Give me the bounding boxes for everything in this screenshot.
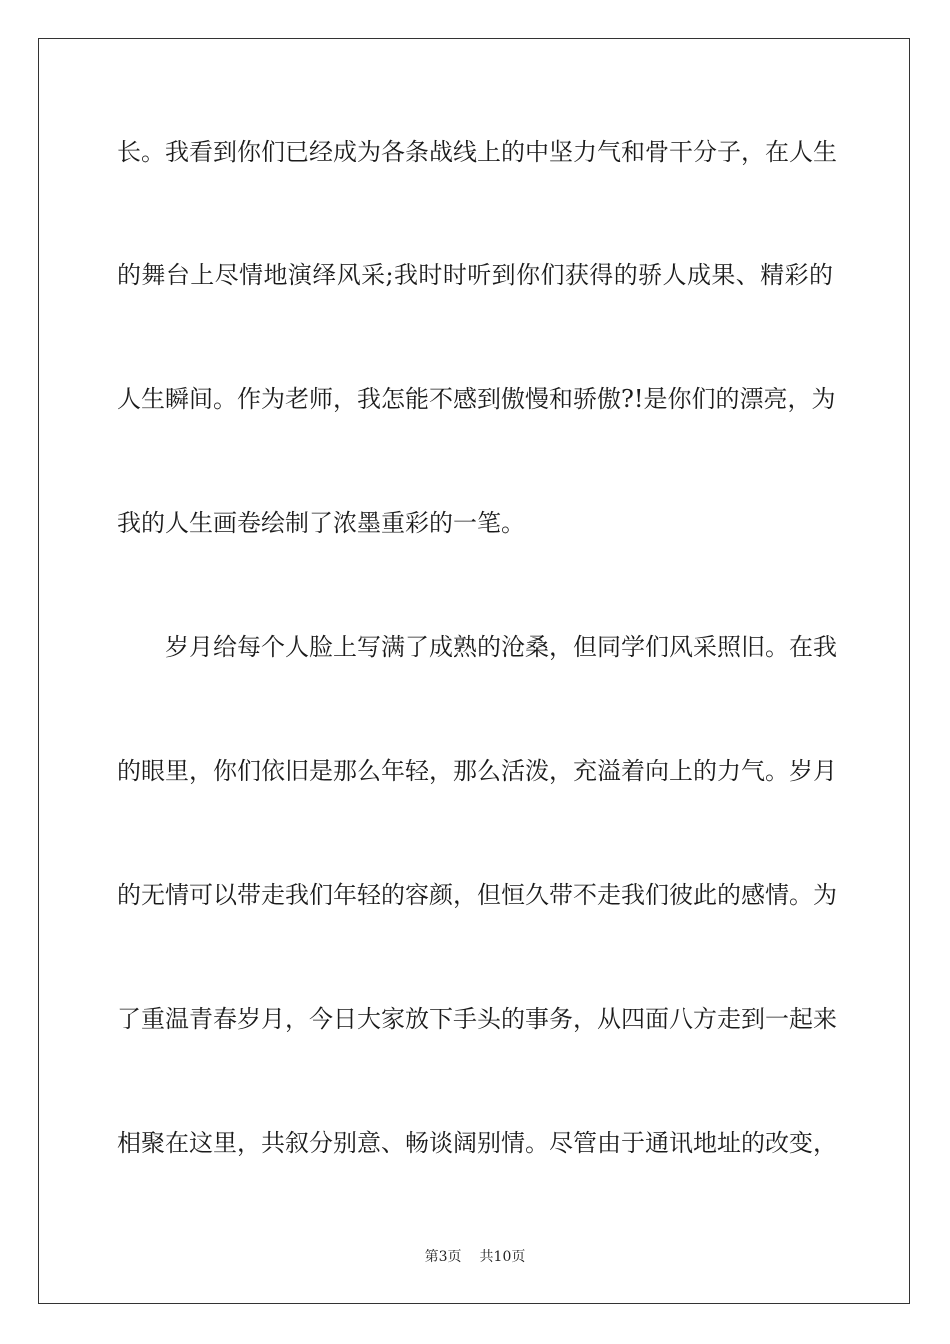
- page-number: 第3页: [424, 1249, 462, 1265]
- body-text-line-3: 人生瞬间。作为老师，我怎能不感到傲慢和骄傲?!是你们的漂亮，为: [117, 385, 836, 413]
- body-text-line-8: 了重温青春岁月，今日大家放下手头的事务，从四面八方走到一起来: [117, 1005, 837, 1033]
- page-total: 共10页: [479, 1249, 526, 1265]
- body-text-line-2: 的舞台上尽情地演绎风采;我时时听到你们获得的骄人成果、精彩的: [117, 261, 833, 289]
- body-text-line-4: 我的人生画卷绘制了浓墨重彩的一笔。: [117, 509, 525, 537]
- body-text-line-9: 相聚在这里，共叙分别意、畅谈阔别情。尽管由于通讯地址的改变，: [117, 1129, 837, 1157]
- page-border: [38, 38, 910, 1304]
- body-text-line-1: 长。我看到你们已经成为各条战线上的中坚力气和骨干分子，在人生: [117, 138, 837, 166]
- body-text-line-6: 的眼里，你们依旧是那么年轻，那么活泼，充溢着向上的力气。岁月: [117, 757, 837, 785]
- body-text-line-7: 的无情可以带走我们年轻的容颜，但恒久带不走我们彼此的感情。为: [117, 881, 837, 909]
- page-footer: [0, 1247, 950, 1267]
- paragraph-start-line: 岁月给每个人脸上写满了成熟的沧桑，但同学们风采照旧。在我: [165, 633, 837, 661]
